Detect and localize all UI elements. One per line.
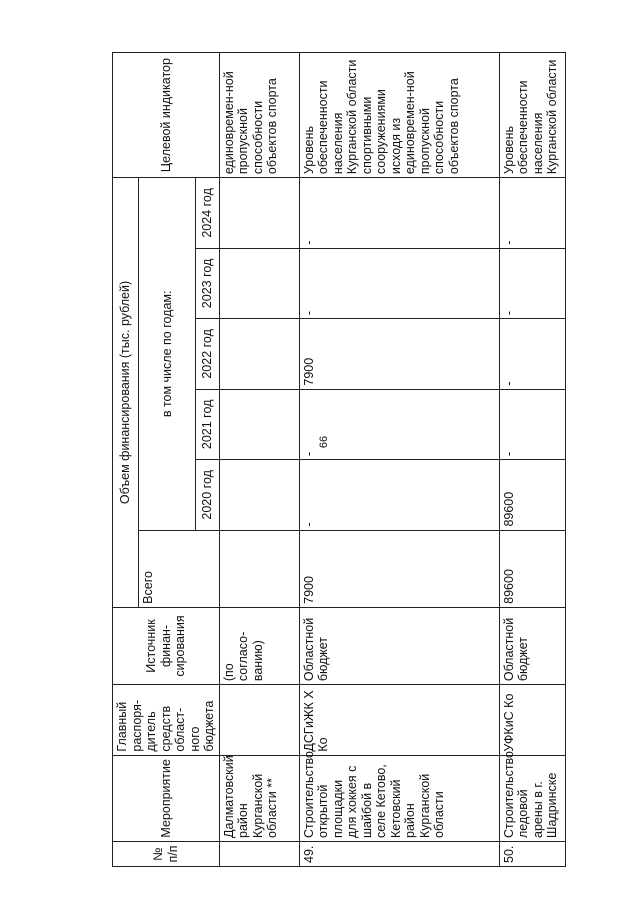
cell-num — [219, 842, 299, 867]
cell-indicator: единовремен-ной пропускной способности объектов спорта — [219, 53, 299, 178]
cell-2021: - — [499, 389, 565, 459]
cell-2023: - — [299, 248, 499, 318]
funding-table — [112, 52, 566, 867]
cell-source: Областной бюджет — [499, 607, 565, 684]
cell-2021 — [219, 389, 299, 459]
cell-num: 50. — [499, 842, 565, 867]
cell-total: 7900 — [299, 530, 499, 607]
cell-2022: - — [499, 319, 565, 389]
cell-indicator: Уровень обеспеченности населения Курганской области спортивными сооружениями исходя из единовремен-ной пропускной способности объектов спорта — [299, 53, 499, 178]
cell-manager: УФКиС Ко — [499, 685, 565, 755]
header-year-2023: 2023 год — [195, 248, 219, 318]
cell-num: 49. — [299, 842, 499, 867]
cell-measure: Строительство ледовой арены в г. Шадринске — [499, 755, 565, 841]
header-manager: Главный распоря-дитель средств област-ного бюджета — [113, 685, 220, 755]
cell-manager — [219, 685, 299, 755]
page-number: 66 — [318, 435, 330, 449]
cell-2020: 89600 — [499, 460, 565, 530]
cell-indicator: Уровень обеспеченности населения Курганской области — [499, 53, 565, 178]
table-row — [299, 53, 499, 867]
cell-2024: - — [499, 178, 565, 249]
header-by-years: в том числе по годам: — [139, 178, 196, 530]
cell-2023 — [219, 248, 299, 318]
cell-measure: Далматовский район Курганской области ** — [219, 755, 299, 841]
cell-measure: Строительство открытой площадки для хоккея с шайбой в селе Кетово, Кетовский район Курганской области — [299, 755, 499, 841]
cell-2022 — [219, 319, 299, 389]
cell-2020: - — [299, 460, 499, 530]
header-num: № п/п — [113, 842, 220, 867]
header-year-2021: 2021 год — [195, 389, 219, 459]
cell-source: Областной бюджет — [299, 607, 499, 684]
header-total: Всего — [139, 530, 220, 607]
table-row — [499, 53, 565, 867]
table-row — [219, 53, 299, 867]
header-source: Источник финан-сирования — [113, 607, 220, 684]
header-year-2020: 2020 год — [195, 460, 219, 530]
cell-2021: - — [299, 389, 499, 459]
cell-2024: - — [299, 178, 499, 249]
header-funding: Объем финансирования (тыс. рублей) — [113, 178, 139, 608]
cell-total — [219, 530, 299, 607]
header-measure: Мероприятие — [113, 755, 220, 841]
cell-total: 89600 — [499, 530, 565, 607]
cell-2024 — [219, 178, 299, 249]
header-year-2022: 2022 год — [195, 319, 219, 389]
cell-2023: - — [499, 248, 565, 318]
table-rotation-wrapper — [112, 52, 559, 867]
cell-2020 — [219, 460, 299, 530]
header-indicator: Целевой индикатор — [113, 53, 220, 178]
header-year-2024: 2024 год — [195, 178, 219, 249]
cell-manager: ДСГиЖК Х Ко — [299, 685, 499, 755]
cell-2022: 7900 — [299, 319, 499, 389]
rotated-table-sheet — [112, 52, 559, 867]
cell-source: (по согласо-ванию) — [219, 607, 299, 684]
